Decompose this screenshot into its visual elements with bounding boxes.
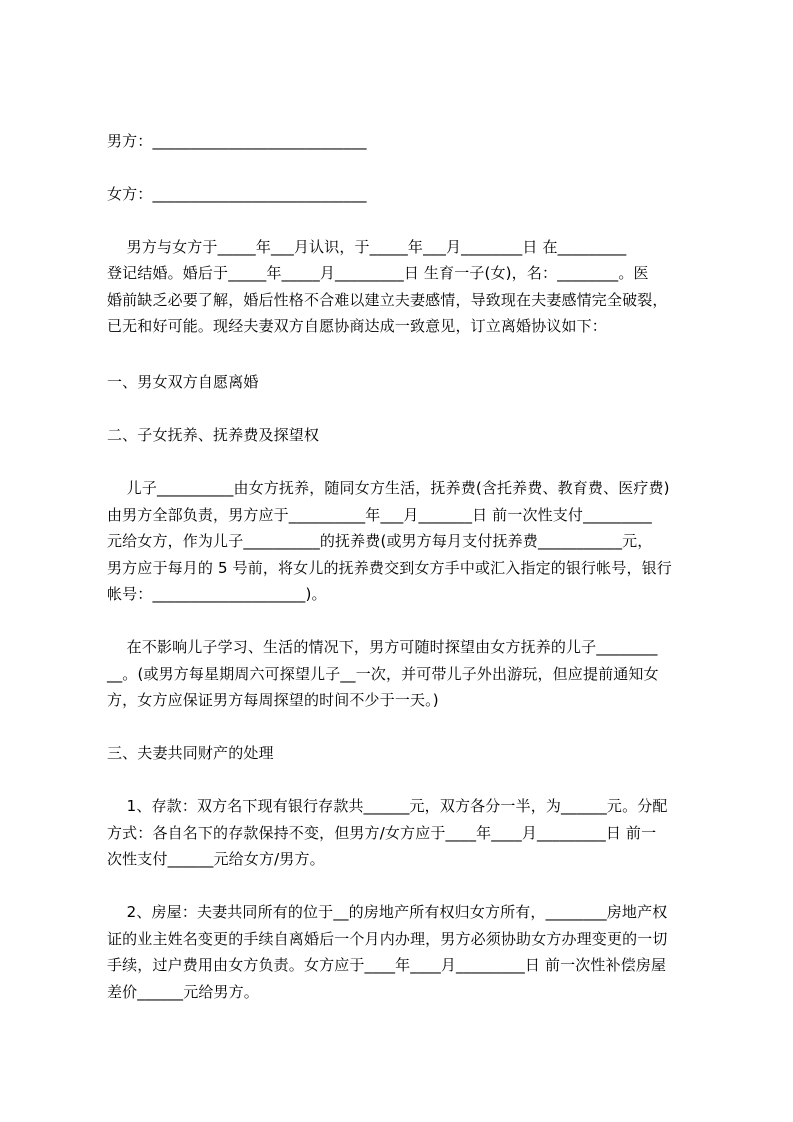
- custody-line-5: 帐号：____________________)。: [107, 585, 327, 603]
- section-3-heading: 三、夫妻共同财产的处理: [107, 744, 274, 762]
- section-2-heading: 二、子女抚养、抚养费及探望权: [107, 426, 320, 444]
- custody-line-4: 男方应于每月的 5 号前，将女儿的抚养费交到女方手中或汇入指定的银行帐号，银行: [107, 559, 672, 577]
- house-line-2: 证的业主姓名变更的手续自离婚后一个月内办理，男方必须协助女方办理变更的一切: [107, 930, 668, 948]
- visitation-line-3: 方，女方应保证男方每周探望的时间不少于一天。): [107, 691, 439, 709]
- custody-line-3: 元给女方，作为儿子__________的抚养费(或男方每月支付抚养费___________元，: [107, 532, 653, 550]
- intro-line-1: 男方与女方于_____年___月认识，于_____年___月________日 在_________: [107, 238, 627, 256]
- intro-line-2: 登记结婚。婚后于_____年_____月_________日 生育一子(女)，名：________。医: [107, 264, 649, 282]
- custody-line-1: 儿子__________由女方抚养，随同女方生活，抚养费(含托养费、教育费、医疗费): [107, 479, 670, 497]
- deposits-line-2: 方式：各自名下的存款保持不变，但男方/女方应于____年____月_________日 前一: [107, 824, 657, 842]
- visitation-line-1: 在不影响儿子学习、生活的情况下，男方可随时探望由女方抚养的儿子________: [107, 638, 658, 656]
- deposits-line-3: 次性支付______元给女方/男方。: [107, 850, 325, 868]
- deposits-line-1: 1、存款：双方名下现有银行存款共______元，双方各分一半，为______元。分配: [107, 797, 668, 815]
- intro-line-4: 已无和好可能。现经夫妻双方自愿协商达成一致意见，订立离婚协议如下：: [107, 317, 607, 335]
- visitation-line-2: __。(或男方每星期周六可探望儿子__一次，并可带儿子外出游玩，但应提前通知女: [107, 665, 659, 683]
- section-1-heading: 一、男女双方自愿离婚: [107, 373, 259, 391]
- custody-line-2: 由男方全部负责，男方应于__________年___月_______日 前一次性支付_________: [107, 506, 652, 524]
- house-line-4: 差价______元给男方。: [107, 983, 259, 1001]
- male-party-field: 男方：____________________________: [107, 132, 367, 150]
- house-line-1: 2、房屋：夫妻共同所有的位于__的房地产所有权归女方所有，________房地产权: [107, 903, 668, 921]
- intro-line-3: 婚前缺乏必要了解，婚后性格不合难以建立夫妻感情，导致现在夫妻感情完全破裂，: [107, 291, 668, 309]
- house-line-3: 手续，过户费用由女方负责。女方应于____年____月_________日 前一次性补偿房屋: [107, 956, 667, 974]
- female-party-field: 女方：____________________________: [107, 185, 367, 203]
